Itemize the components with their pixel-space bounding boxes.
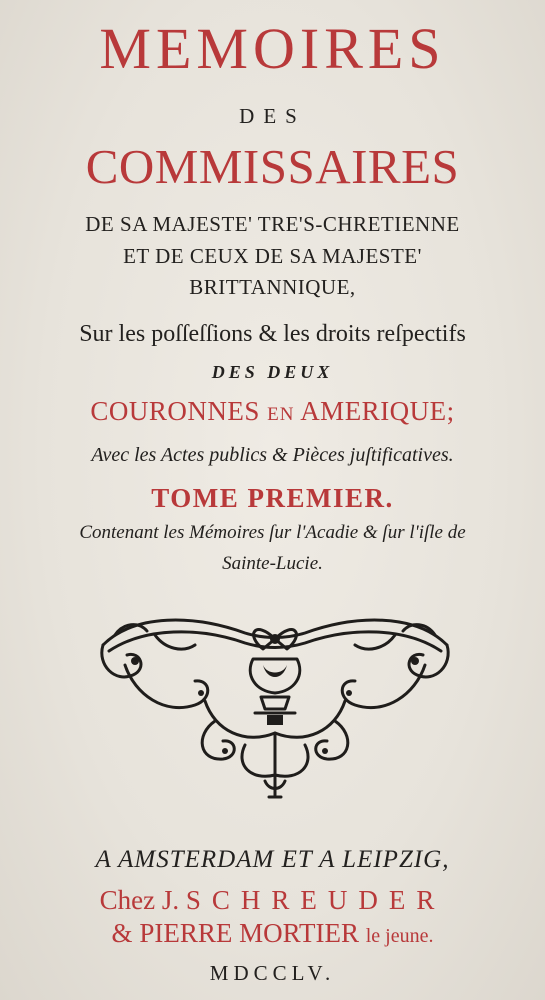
topic-actes: Avec les Actes publics & Pièces juſtificatives. (91, 444, 454, 466)
topic-line-1: Sur les poſſeſſions & les droits reſpectifs (79, 321, 466, 347)
topic-couronnes-line (0, 398, 545, 425)
title-memoires: MEMOIRES (99, 16, 446, 81)
subtitle-line-3: BRITTANNIQUE, (189, 275, 356, 299)
imprint-printer-schreuder: SCHREUDER (185, 885, 446, 915)
ornament-vignette-icon (95, 605, 455, 805)
volume-contents-line-2: Sainte-Lucie. (222, 553, 323, 574)
imprint-ampersand: & (111, 918, 133, 948)
title-des: DES (239, 104, 306, 128)
imprint-pierre-line (0, 920, 545, 947)
topic-couronnes: COURONNES (90, 396, 260, 426)
topic-des-deux: DES DEUX (211, 362, 334, 382)
imprint-chez: Chez J. (99, 885, 180, 915)
imprint-city: A AMSTERDAM ET A LEIPZIG, (95, 846, 450, 873)
title-commissaires: COMMISSAIRES (85, 139, 460, 194)
topic-en: EN (267, 404, 295, 425)
imprint-printer-mortier: PIERRE MORTIER (139, 918, 359, 948)
subtitle-line-2: ET DE CEUX DE SA MAJESTE' (123, 244, 422, 268)
volume-contents-line-1: Contenant les Mémoires ſur l'Acadie & ſur l'iſle de (79, 522, 466, 543)
topic-amerique: AMERIQUE; (300, 396, 455, 426)
imprint-le-jeune: le jeune. (365, 925, 434, 947)
volume-title: TOME PREMIER. (151, 483, 394, 513)
imprint-year: MDCCLV. (209, 961, 336, 985)
imprint-chez-line (0, 887, 545, 914)
subtitle-line-1: DE SA MAJESTE' TRE'S-CHRETIENNE (85, 212, 460, 236)
